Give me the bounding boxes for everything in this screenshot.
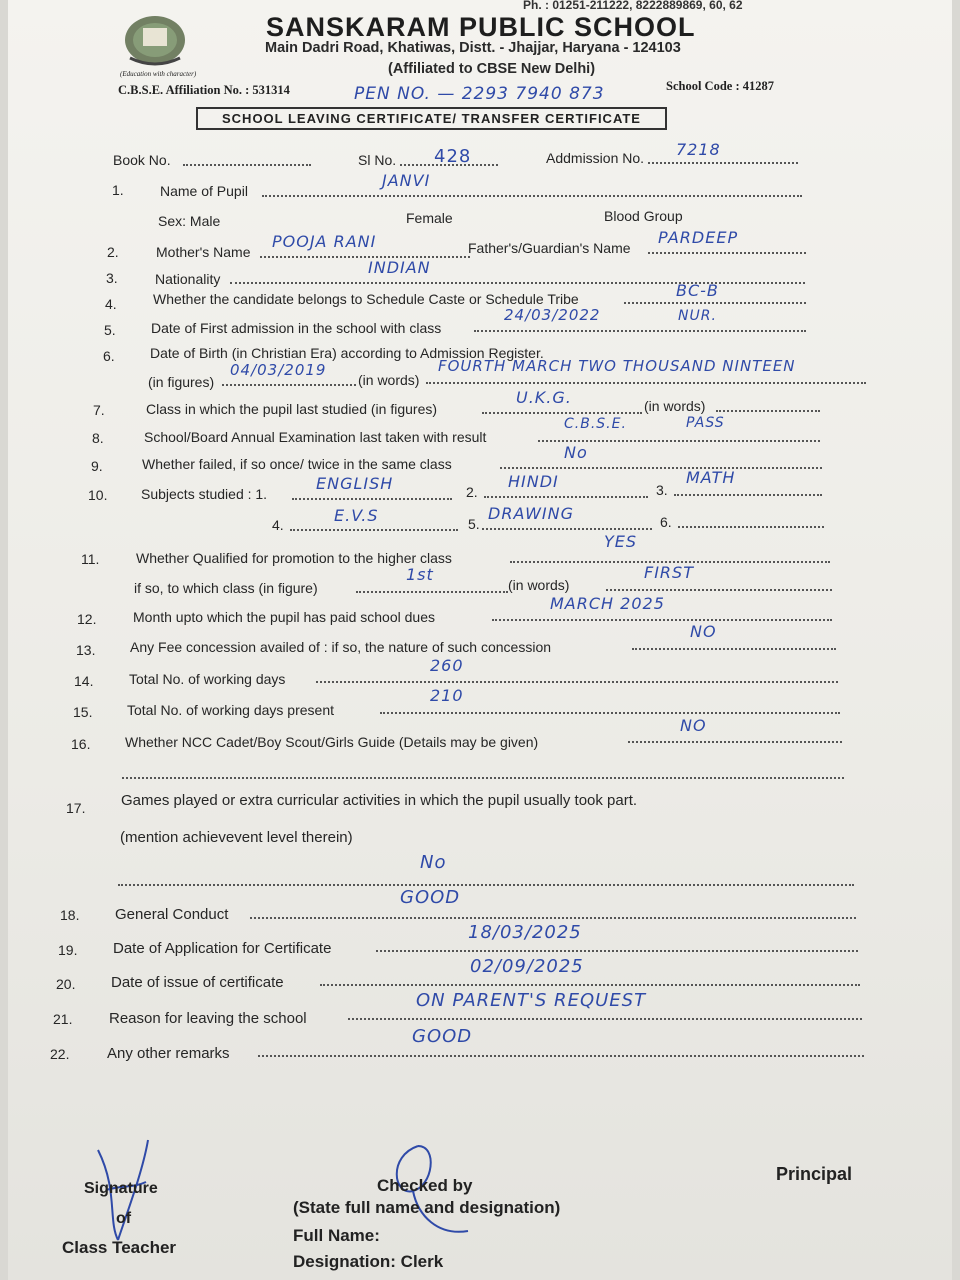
- item-number: 15.: [73, 704, 93, 720]
- promotion-value: YES: [604, 532, 638, 551]
- affiliation-number: C.B.S.E. Affiliation No. : 531314: [118, 83, 290, 97]
- mother-name-value: POOJA RANI: [272, 232, 377, 251]
- item-number: 4.: [105, 296, 117, 312]
- item-number: 11.: [81, 551, 100, 567]
- subject-3-number: 3.: [656, 482, 668, 498]
- affiliation-text: (Affiliated to CBSE New Delhi): [388, 61, 596, 77]
- item-number: 6.: [103, 348, 115, 364]
- dob-words-value: FOURTH MARCH TWO THOUSAND NINTEEN: [438, 357, 796, 375]
- subject-1-value: ENGLISH: [316, 474, 394, 493]
- nationality-value: INDIAN: [368, 258, 431, 277]
- school-logo: [118, 14, 192, 70]
- leaving-reason-label: Reason for leaving the school: [109, 1010, 307, 1027]
- item-number: 3.: [106, 270, 118, 286]
- item-number: 7.: [93, 402, 105, 418]
- nationality-label: Nationality: [155, 271, 221, 287]
- female-label: Female: [406, 210, 453, 226]
- issue-date-value: 02/09/2025: [470, 956, 584, 977]
- next-class-figure-value: 1st: [406, 565, 434, 584]
- checked-by-label: Checked by: [377, 1176, 473, 1195]
- failed-value: No: [564, 443, 588, 462]
- blood-group-label: Blood Group: [604, 208, 683, 224]
- subject-4-number: 4.: [272, 517, 284, 533]
- working-days-value: 260: [430, 656, 464, 675]
- school-code: School Code : 41287: [666, 79, 774, 93]
- subject-5-number: 5.: [468, 516, 480, 532]
- pupil-name-value: JANVI: [382, 171, 431, 190]
- item-number: 20.: [56, 976, 76, 992]
- last-class-value: U.K.G.: [516, 388, 572, 407]
- item-number: 22.: [50, 1046, 70, 1062]
- caste-value: BC-B: [676, 281, 719, 300]
- subject-3-value: MATH: [686, 468, 736, 487]
- certificate-sheet: [8, 0, 952, 1280]
- days-present-value: 210: [430, 686, 464, 705]
- dues-value: MARCH 2025: [550, 594, 665, 613]
- book-no-label: Book No.: [113, 152, 171, 168]
- next-class-words-value: FIRST: [644, 563, 694, 582]
- full-name-label: Full Name:: [293, 1226, 380, 1245]
- conduct-label: General Conduct: [115, 906, 229, 923]
- father-name-label: Father's/Guardian's Name: [468, 240, 631, 256]
- item-number: 9.: [91, 458, 103, 474]
- phone-number: Ph. : 01251-211222, 8222889869, 60, 62: [523, 0, 743, 12]
- conduct-value: GOOD: [400, 887, 461, 908]
- remarks-label: Any other remarks: [107, 1045, 230, 1062]
- activities-value: No: [420, 852, 447, 873]
- signature-of-label: of: [116, 1210, 132, 1227]
- certificate-title: SCHOOL LEAVING CERTIFICATE/ TRANSFER CERTIFICATE: [196, 107, 667, 130]
- item-number: 1.: [112, 182, 124, 198]
- item-number: 18.: [60, 907, 80, 923]
- sex-label: Sex: Male: [158, 213, 221, 229]
- subject-2-number: 2.: [466, 484, 478, 500]
- subject-4-value: E.V.S: [334, 506, 379, 525]
- failed-label: Whether failed, if so once/ twice in the same class: [142, 456, 452, 472]
- pen-number: PEN NO. — 2293 7940 873: [354, 84, 605, 104]
- working-days-label: Total No. of working days: [129, 671, 286, 687]
- last-class-label: Class in which the pupil last studied (in figures): [146, 401, 438, 417]
- subject-2-value: HINDI: [508, 472, 559, 491]
- exam-board-value: C.B.S.E.: [564, 416, 627, 432]
- school-name: SANSKARAM PUBLIC SCHOOL: [266, 12, 696, 42]
- item-number: 10.: [88, 487, 108, 503]
- subjects-label: Subjects studied : 1.: [141, 486, 268, 502]
- subject-6-number: 6.: [660, 514, 672, 530]
- next-class-words-label: (in words): [508, 577, 570, 593]
- remarks-value: GOOD: [412, 1026, 473, 1047]
- exam-label: School/Board Annual Examination last taken with result: [144, 429, 487, 445]
- dob-figures-value: 04/03/2019: [230, 361, 327, 379]
- school-address: Main Dadri Road, Khatiwas, Distt. - Jhajjar, Haryana - 124103: [265, 40, 681, 56]
- issue-date-label: Date of issue of certificate: [111, 974, 284, 991]
- exam-result-value: PASS: [686, 415, 725, 431]
- sl-no-value: 428: [434, 146, 472, 167]
- caste-label: Whether the candidate belongs to Schedule Caste or Schedule Tribe: [153, 291, 579, 307]
- ncc-value: NO: [680, 716, 707, 735]
- item-number: 21.: [53, 1011, 73, 1027]
- item-number: 17.: [66, 800, 86, 816]
- clerk-signature: [378, 1136, 488, 1256]
- last-class-words-label: (in words): [644, 398, 706, 414]
- next-class-figure-label: if so, to which class (in figure): [134, 580, 318, 596]
- signature-label: Signature: [84, 1180, 158, 1197]
- days-present-label: Total No. of working days present: [127, 702, 334, 718]
- promotion-label: Whether Qualified for promotion to the higher class: [136, 550, 452, 566]
- item-number: 19.: [58, 942, 78, 958]
- subject-5-value: DRAWING: [488, 504, 575, 523]
- item-number: 5.: [104, 322, 116, 338]
- activities-label: Games played or extra curricular activities in which the pupil usually took part.: [121, 792, 638, 809]
- father-name-value: PARDEEP: [658, 228, 739, 247]
- principal-label: Principal: [776, 1164, 853, 1184]
- sl-no-label: Sl No.: [358, 152, 397, 168]
- leaving-reason-value: ON PARENT'S REQUEST: [416, 990, 647, 1011]
- application-date-value: 18/03/2025: [468, 922, 582, 943]
- ncc-label: Whether NCC Cadet/Boy Scout/Girls Guide (Details may be given): [125, 734, 539, 750]
- state-full-name-label: (State full name and designation): [293, 1198, 561, 1217]
- pupil-name-label: Name of Pupil: [160, 183, 248, 199]
- activities-label-2: (mention achievevent level therein): [120, 829, 353, 846]
- application-date-label: Date of Application for Certificate: [113, 940, 332, 957]
- item-number: 13.: [76, 642, 96, 658]
- designation-label: Designation: Clerk: [293, 1252, 444, 1271]
- first-admission-label: Date of First admission in the school with class: [151, 320, 442, 336]
- dob-words-label: (in words): [358, 372, 420, 388]
- fee-concession-label: Any Fee concession availed of : if so, the nature of such concession: [130, 639, 552, 655]
- item-number: 12.: [77, 611, 97, 627]
- dob-figures-label: (in figures): [148, 374, 215, 390]
- dues-label: Month upto which the pupil has paid school dues: [133, 609, 435, 625]
- mother-name-label: Mother's Name: [156, 244, 251, 260]
- item-number: 8.: [92, 430, 104, 446]
- first-admission-date: 24/03/2022: [504, 306, 601, 324]
- admission-no-label: Addmission No.: [546, 150, 645, 166]
- item-number: 14.: [74, 673, 94, 689]
- admission-no-value: 7218: [676, 140, 721, 159]
- school-motto: (Education with character): [120, 70, 197, 78]
- first-admission-class: NUR.: [678, 308, 717, 324]
- fee-concession-value: NO: [690, 622, 717, 641]
- class-teacher-label: Class Teacher: [62, 1238, 177, 1257]
- dob-label: Date of Birth (in Christian Era) according to Admission Register.: [150, 345, 544, 361]
- item-number: 2.: [107, 244, 119, 260]
- item-number: 16.: [71, 736, 91, 752]
